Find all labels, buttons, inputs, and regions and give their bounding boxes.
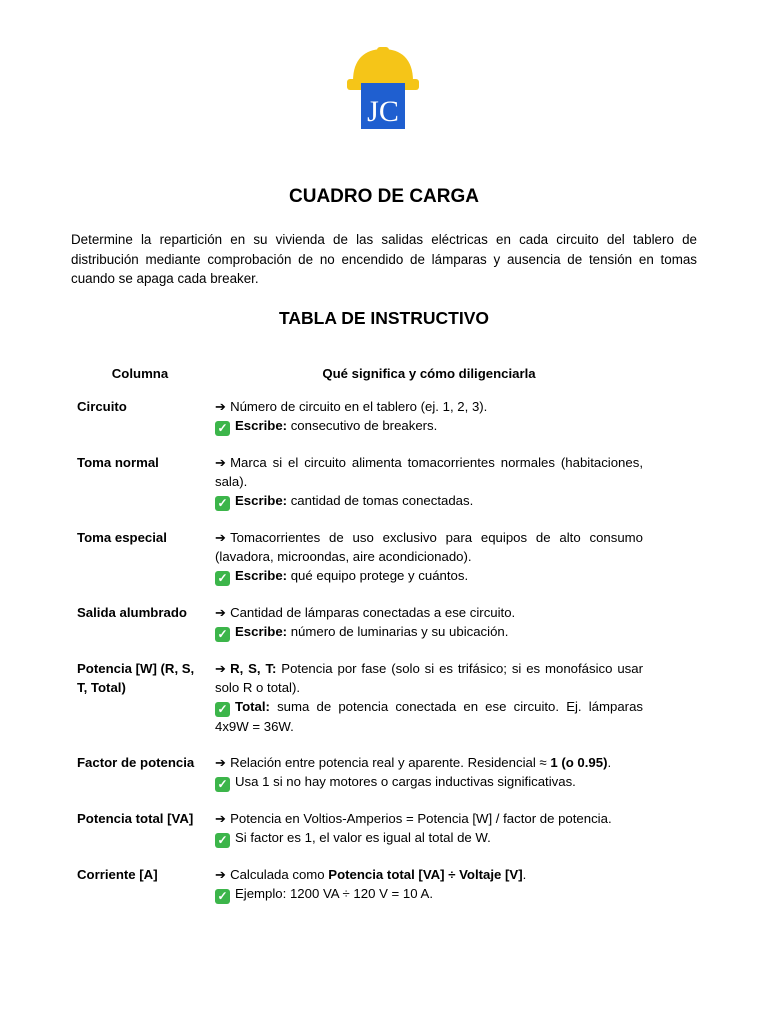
row-description [209,865,649,921]
intro-paragraph: Determine la repartición en su vivienda de las salidas eléctricas en cada circuito del tablero de distribución mediante comprobación de no encendido de lámparas y ausencia de tensión en tomas cuando se apaga cada breaker. [71,232,697,286]
table-row [71,753,649,809]
check-text: número de luminarias y su ubicación. [287,624,509,639]
check-mark-icon: ✓ [215,702,230,717]
arrow-right-icon: ➔ [215,530,227,545]
check-mark-icon: ✓ [215,889,230,904]
check-bold-label: Escribe: [235,624,288,639]
row-description [209,528,649,603]
check-mark-icon: ✓ [215,571,230,586]
table-row [71,528,649,603]
page-title: CUADRO DE CARGA [289,186,479,207]
table-row [71,659,649,753]
arrow-right-icon: ➔ [215,867,227,882]
arrow-right-icon: ➔ [215,755,227,770]
check-line [215,772,643,792]
table-row [71,603,649,659]
arrow-text: Potencia en Voltios-Amperios = Potencia [W] / factor de potencia. [230,811,612,826]
arrow-line [215,753,643,772]
check-mark-icon: ✓ [215,496,230,511]
arrow-text: Calculada como [230,867,329,882]
arrow-line [215,659,643,697]
instructions-table [71,364,649,921]
row-column-name: Potencia total [VA] [77,811,194,826]
check-text: suma de potencia conectada en ese circuito. Ej. lámparas 4x9W = 36W. [215,699,643,734]
row-description [209,397,649,453]
arrow-text: Potencia por fase (solo si es trifásico; si es monofásico usar solo R o total). [215,661,643,695]
arrow-right-icon: ➔ [215,399,227,414]
table-header-row [71,364,649,397]
check-text: Usa 1 si no hay motores o cargas inductivas significativas. [235,774,576,789]
check-mark-icon: ✓ [215,777,230,792]
check-line [215,697,643,736]
row-column-name: Circuito [77,399,127,414]
logo-letters: JC [367,95,399,128]
row-column-name: Potencia [W] (R, S, T, Total) [77,661,195,695]
arrow-text: Tomacorrientes de uso exclusivo para equipos de alto consumo (lavadora, microondas, aire acondicionado). [215,530,643,564]
arrow-right-icon: ➔ [215,455,227,470]
check-line [215,566,643,586]
check-line [215,491,643,511]
arrow-bold-label: R, S, T: [230,661,277,676]
row-description [209,453,649,528]
header-meaning: Qué significa y cómo diligenciarla [322,366,536,381]
row-description [209,809,649,865]
arrow-line [215,865,643,884]
hard-hat-logo-icon [347,47,419,131]
row-description [209,603,649,659]
arrow-line [215,397,643,416]
check-mark-icon: ✓ [215,421,230,436]
check-bold-label: Escribe: [235,568,288,583]
check-text: Ejemplo: 1200 VA ÷ 120 V = 10 A. [235,886,433,901]
table-row [71,397,649,453]
check-text: cantidad de tomas conectadas. [287,493,474,508]
check-text: Si factor es 1, el valor es igual al total de W. [235,830,491,845]
arrow-bold-value: Potencia total [VA] ÷ Voltaje [V] [328,867,523,882]
row-column-name: Toma normal [77,455,159,470]
arrow-line [215,603,643,622]
arrow-right-icon: ➔ [215,605,227,620]
check-text: qué equipo protege y cuántos. [287,568,469,583]
check-line [215,416,643,436]
table-row [71,809,649,865]
check-line [215,828,643,848]
company-logo [347,47,419,131]
row-column-name: Factor de potencia [77,755,195,770]
check-text: consecutivo de breakers. [287,418,438,433]
arrow-line [215,528,643,566]
table-row [71,453,649,528]
row-column-name: Toma especial [77,530,167,545]
arrow-line [215,453,643,491]
arrow-tail: . [522,867,527,882]
check-line [215,622,643,642]
check-mark-icon: ✓ [215,627,230,642]
arrow-text: Marca si el circuito alimenta tomacorrientes normales (habitaciones, sala). [215,455,643,489]
check-mark-icon: ✓ [215,833,230,848]
arrow-tail: . [607,755,612,770]
arrow-bold-value: 1 (o 0.95) [550,755,608,770]
arrow-text: Cantidad de lámparas conectadas a ese circuito. [230,605,516,620]
arrow-right-icon: ➔ [215,661,227,676]
instructions-title: TABLA DE INSTRUCTIVO [279,308,489,328]
table-row [71,865,649,921]
row-description [209,659,649,753]
check-bold-label: Escribe: [235,493,288,508]
arrow-line [215,809,643,828]
arrow-right-icon: ➔ [215,811,227,826]
check-line [215,884,643,904]
arrow-text: Número de circuito en el tablero (ej. 1, 2, 3). [230,399,488,414]
row-description [209,753,649,809]
row-column-name: Corriente [A] [77,867,158,882]
arrow-text: Relación entre potencia real y aparente. Residencial ≈ [230,755,551,770]
check-bold-label: Escribe: [235,418,288,433]
header-column: Columna [111,366,169,381]
row-column-name: Salida alumbrado [77,605,187,620]
check-bold-label: Total: [235,699,270,714]
